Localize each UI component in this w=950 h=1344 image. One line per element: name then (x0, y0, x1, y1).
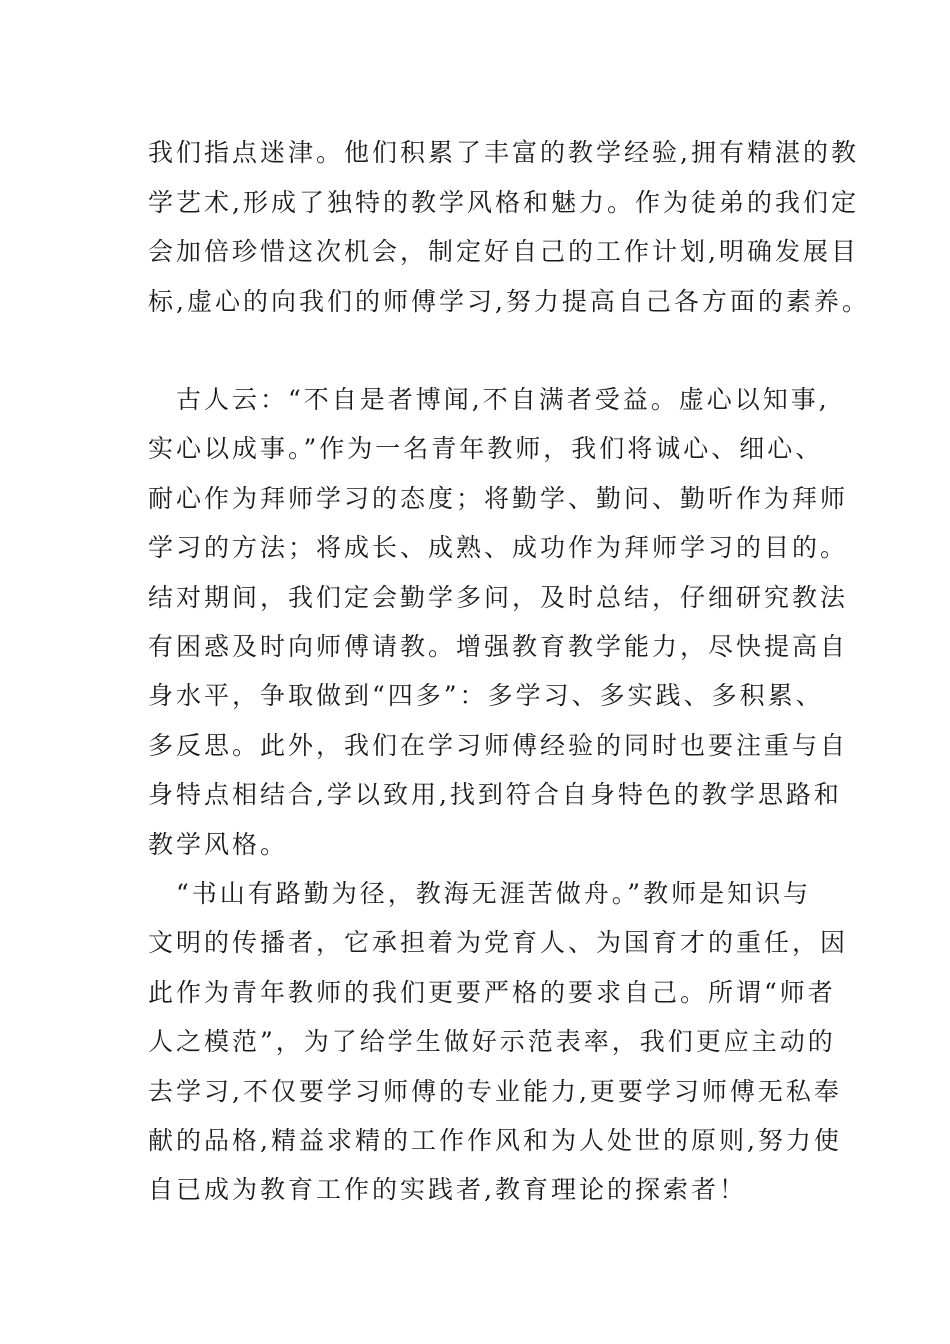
text-line: 我们指点迷津。他们积累了丰富的教学经验,拥有精湛的教 (148, 138, 859, 167)
text-line: 文明的传播者，它承担着为党育人、为国育才的重任，因 (148, 928, 849, 957)
text-line: 身水平，争取做到“四多”：多学习、多实践、多积累、 (148, 681, 824, 710)
text-line: 学习的方法；将成长、成熟、成功作为拜师学习的目的。 (148, 533, 849, 562)
text-line: 古人云：“不自是者博闻,不自满者受益。虚心以知事, (148, 385, 830, 414)
text-line: 献的品格,精益求精的工作作风和为人处世的原则,努力使 (148, 1126, 842, 1155)
text-line: 教学风格。 (148, 830, 289, 859)
text-line: 结对期间，我们定会勤学多问，及时总结，仔细研究教法 (148, 583, 849, 612)
text-line: 标,虚心的向我们的师傅学习,努力提高自己各方面的素养。 (148, 287, 870, 316)
text-line: 有困惑及时向师傅请教。增强教育教学能力，尽快提高自 (148, 632, 849, 661)
text-line: 实心以成事。”作为一名青年教师，我们将诚心、细心、 (148, 434, 824, 463)
text-line: 自已成为教育工作的实践者,教育理论的探索者！ (148, 1175, 747, 1204)
text-line: 此作为青年教师的我们更要严格的要求自己。所谓“师者 (148, 978, 836, 1007)
text-line: 学艺术,形成了独特的教学风格和魅力。作为徒弟的我们定 (148, 188, 859, 217)
text-line: 人之模范”，为了给学生做好示范表率，我们更应主动的 (148, 1027, 836, 1056)
text-line: “书山有路勤为径，教海无涯苦做舟。”教师是知识与 (148, 879, 812, 908)
text-line: 去学习,不仅要学习师傅的专业能力,更要学习师傅无私奉 (148, 1077, 842, 1106)
text-line: 耐心作为拜师学习的态度；将勤学、勤问、勤听作为拜师 (148, 484, 849, 513)
text-line: 身特点相结合,学以致用,找到符合自身特色的教学思路和 (148, 780, 842, 809)
text-line: 会加倍珍惜这次机会，制定好自己的工作计划,明确发展目 (148, 237, 859, 266)
text-line: 多反思。此外，我们在学习师傅经验的同时也要注重与自 (148, 731, 849, 760)
